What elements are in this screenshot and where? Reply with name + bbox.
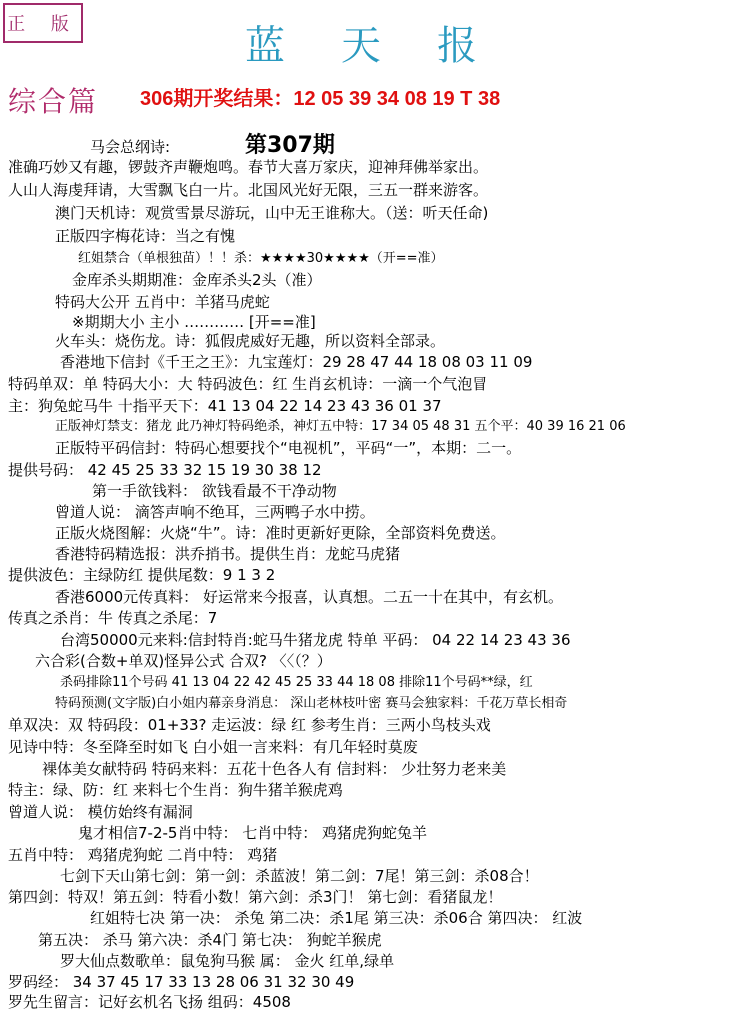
text-line: 罗先生留言：记好玄机名飞扬 组码：4508 [8, 993, 291, 1011]
text-line: 人山人海虔拜请，大雪飘飞白一片。北国风光好无限，三五一群来游客。 [8, 181, 489, 199]
text-line: 香港6000元传真料： 好运常来今报喜，认真想。二五一十在其中，有玄机。 [55, 588, 563, 606]
text-line: 正版火烧图解：火烧“牛”。诗：准时更新好更除，全部资料免费送。 [55, 524, 506, 542]
text-line: 正版特平码信封：特码心想要找个“电视机”，平码“一”，本期：二一。 [55, 439, 522, 457]
text-line: 准确巧妙又有趣，锣鼓齐声鞭炮鸣。春节大喜万家庆，迎神拜佛举家出。 [8, 158, 489, 176]
text-line: 杀码排除11个号码 41 13 04 22 42 45 25 33 44 18 08 排除11个号码**绿，红 [60, 675, 533, 690]
text-line: 香港地下信封《千王之王》：九宝莲灯：29 28 47 44 18 08 03 11 09 [60, 353, 533, 371]
text-line: 七剑下天山第七剑：第一剑：杀蓝波！第二剑：7尾！第三剑：杀08合！ [60, 867, 539, 885]
text-line: 正版神灯禁支：猪龙 此乃神灯特码绝杀，神灯五中特：17 34 05 48 31 五个平：40 39 16 21 06 [55, 419, 626, 434]
draw-result: 306期开奖结果：12 05 39 34 08 19 T 38 [140, 88, 501, 110]
text-line: 特主：绿、防：红 来料七个生肖：狗牛猪羊猴虎鸡 [8, 781, 343, 799]
text-line: 提供波色：主绿防红 提供尾数：9 1 3 2 [8, 566, 276, 584]
text-line: 第四剑：特双！第五剑：特看小数！第六剑：杀3门！ 第七剑：看猪鼠龙！ [8, 888, 503, 906]
text-line: 罗码经： 34 37 45 17 33 13 28 06 31 32 30 49 [8, 973, 355, 991]
text-line: 曾道人说： 滴答声响不绝耳，三两鸭子水中捞。 [55, 503, 375, 521]
text-line: 金库杀头期期准：金库杀头2头（准） [72, 271, 322, 289]
text-line: 见诗中特：冬至降至时如飞 白小姐一言来料：有几年轻时莫废 [8, 738, 418, 756]
text-line: 单双决：双 特码段：01+33? 走运波：绿 红 参考生肖：三两小鸟枝头戏 [8, 716, 491, 734]
text-line: 鬼才相信7-2-5肖中特： 七肖中特： 鸡猪虎狗蛇兔羊 [78, 824, 427, 842]
text-line: 正版四字梅花诗：当之有愧 [55, 227, 236, 245]
text-line: 澳门天机诗：观赏雪景尽游玩，山中无王谁称大。（送：听天任命) [55, 204, 489, 222]
section-title: 综合篇 [8, 85, 99, 118]
text-line: 曾道人说： 模仿始终有漏洞 [8, 803, 193, 821]
text-line: 特码单双：单 特码大小：大 特码波色：红 生肖玄机诗：一滴一个气泡冒 [8, 375, 488, 393]
newspaper-title: 蓝天报 [245, 23, 533, 69]
text-line: 裸体美女献特码 特码来料：五花十色各人有 信封料： 少壮努力老来美 [42, 760, 507, 778]
text-line: 罗大仙点数歌单：鼠兔狗马猴 属： 金火 红单,绿单 [60, 952, 395, 970]
text-line: 特码大公开 五肖中：羊猪马虎蛇 [55, 293, 270, 311]
authentic-stamp: 正 版 [3, 3, 83, 43]
text-line: 第一手欲钱料： 欲钱看最不干净动物 [92, 482, 337, 500]
issue-number: 第307期 [245, 133, 335, 158]
text-line: 红姐禁合（单根独苗）！！杀：★★★★30★★★★（开==准） [78, 251, 444, 266]
text-line: 红姐特七决 第一决： 杀兔 第二决：杀1尾 第三决：杀06合 第四决： 红波 [90, 909, 583, 927]
text-line: 主：狗兔蛇马牛 十指平天下：41 13 04 22 14 23 43 36 01 37 [8, 397, 442, 415]
text-line: 香港特码精选报：洪乔捎书。提供生肖：龙蛇马虎猪 [55, 545, 401, 563]
text-line: 火车头：烧伤龙。诗：狐假虎威好无趣，所以资料全部录。 [55, 332, 446, 350]
text-line: ※期期大小 主小 ………… [开==准] [72, 313, 316, 331]
text-line: 传真之杀肖：牛 传真之杀尾：7 [8, 609, 218, 627]
text-line: 马会总纲诗: [90, 138, 171, 156]
text-line: 五肖中特： 鸡猪虎狗蛇 二肖中特： 鸡猪 [8, 846, 278, 864]
text-line: 提供号码： 42 45 25 33 32 15 19 30 38 12 [8, 461, 322, 479]
text-line: 第五决： 杀马 第六决：杀4门 第七决： 狗蛇羊猴虎 [38, 931, 382, 949]
text-line: 六合彩(合数+单双)怪异公式 合双? 〈〈（？） [35, 652, 332, 670]
text-line: 台湾50000元来料:信封特肖:蛇马牛猪龙虎 特单 平码： 04 22 14 23 43 36 [60, 631, 571, 649]
text-line: 特码预测(文字版)白小姐内幕亲身消息： 深山老林枝叶密 赛马会独家料：千花万草长相奇 [55, 696, 568, 711]
